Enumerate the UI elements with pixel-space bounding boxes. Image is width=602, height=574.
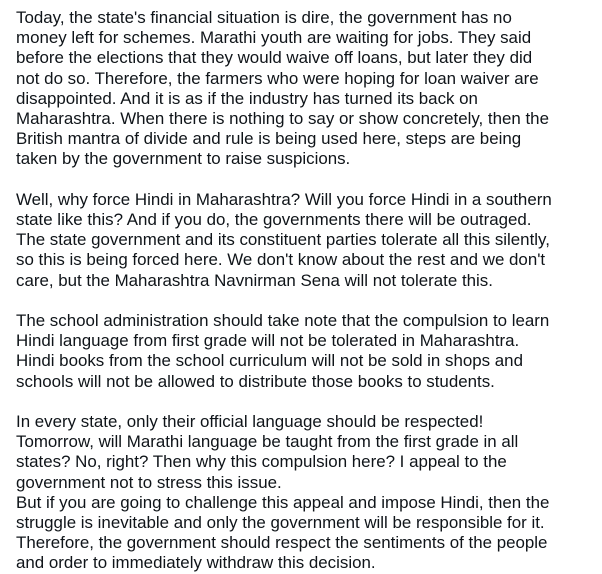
text-line: not do so. Therefore, the farmers who were hoping for loan waiver are (16, 68, 539, 88)
text-line: and order to immediately withdraw this decision. (16, 553, 376, 573)
text-line: The state government and its constituent parties tolerate all this silently, (16, 230, 550, 250)
text-line: before the elections that they would waive off loans, but later they did (16, 48, 533, 68)
post-paragraph-4 (16, 412, 592, 574)
text-line: taken by the government to raise suspicions. (16, 149, 351, 169)
text-line: states? No, right? Then why this compulsion here? I appeal to the (16, 452, 507, 472)
text-line: care, but the Maharashtra Navnirman Sena will not tolerate this. (16, 270, 493, 290)
text-line: Today, the state's financial situation is dire, the government has no (16, 8, 512, 27)
text-line: schools will not be allowed to distribute those books to students. (16, 371, 495, 391)
text-line: Hindi language from first grade will not be tolerated in Maharashtra. (16, 331, 520, 351)
text-line: Therefore, the government should respect the sentiments of the people (16, 533, 548, 553)
text-line: disappointed. And it is as if the industry has turned its back on (16, 88, 478, 108)
text-line: But if you are going to challenge this appeal and impose Hindi, then the (16, 492, 550, 512)
text-line: Well, why force Hindi in Maharashtra? Will you force Hindi in a southern (16, 189, 552, 209)
text-line: British mantra of divide and rule is being used here, steps are being (16, 129, 522, 149)
post-paragraph-3 (16, 311, 592, 392)
text-line: The school administration should take note that the compulsion to learn (16, 311, 550, 331)
text-line: money left for schemes. Marathi youth are waiting for jobs. They said (16, 28, 532, 48)
text-line: Tomorrow, will Marathi language be taught from the first grade in all (16, 432, 519, 452)
text-line: government not to stress this issue. (16, 472, 282, 492)
text-line: so this is being forced here. We don't know about the rest and we don't (16, 250, 546, 270)
post-paragraph-1 (16, 8, 592, 170)
text-line: state like this? And if you do, the governments there will be outraged. (16, 210, 532, 230)
text-line: Maharashtra. When there is nothing to say or show concretely, then the (16, 109, 549, 129)
text-line: Hindi books from the school curriculum will not be sold in shops and (16, 351, 523, 371)
text-line: In every state, only their official language should be respected! (16, 412, 484, 432)
text-line: struggle is inevitable and only the government will be responsible for it. (16, 513, 545, 533)
post-paragraph-2 (16, 190, 592, 291)
